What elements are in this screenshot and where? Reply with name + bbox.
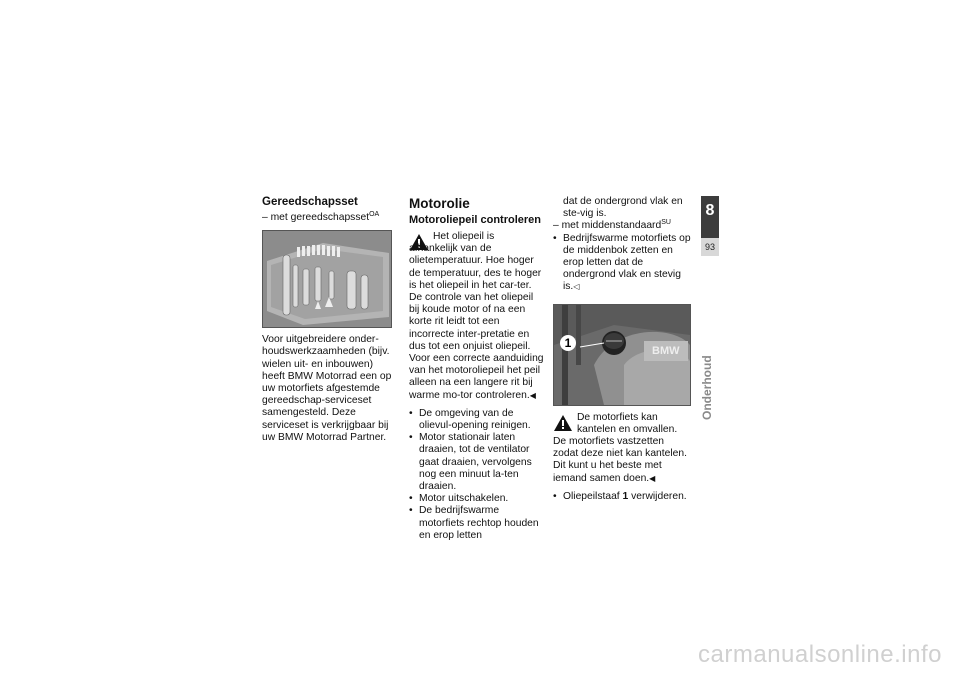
toolkit-dash-item: – met gereedschapsset$^{OA}$ <box>262 211 380 223</box>
column-2 <box>409 196 545 542</box>
chapter-tab <box>701 196 719 256</box>
section-title: Onderhoud <box>700 355 714 420</box>
check-oil-subheading: Motoroliepeil controleren <box>409 214 542 226</box>
toolkit-paragraph: Voor uitgebreidere onder-houdswerkzaamheden (bijv. wielen uit- en inbouwen) heeft BMW Motorrad een op uw motorfiets afgestemde gereedschap-serviceset samengesteld. Deze serviceset is verkrijgbaar bij uw BMW Motorrad Partner. <box>262 334 392 443</box>
page-number: 93 <box>701 238 719 256</box>
list-item: • De omgeving van de olievul-opening reinigen. <box>409 407 531 432</box>
list-item: • Motor stationair laten draaien, tot de ventilator gaat draaien, vervolgens nog een minuut la-ten draaien. <box>409 432 532 493</box>
warning-oil-text: Het oliepeil is afhankelijk van de olietemperatuur. Hoe hoger de temperatuur, des te hoger is het oliepeil in het car-ter. De controle van het oliepeil bij koude motor of na een korte rit leidt tot een incorrecte inter-pretatie en dus tot een onjuist oliepeil. <box>409 231 542 352</box>
warning-tipping: De motorfiets kan kantelen en omvallen. <box>553 412 691 436</box>
end-mark-icon: ◀ <box>529 390 536 400</box>
stand-dash-item: – met middenstandaard$^{SU}$ <box>553 219 671 232</box>
list-item: • Motor uitschakelen. <box>409 493 509 505</box>
end-mark-icon: ◀ <box>649 473 656 483</box>
toolkit-photo <box>262 230 392 328</box>
column-1 <box>262 196 392 444</box>
watermark: carmanualsonline.info <box>698 641 942 668</box>
warning-triangle-icon <box>553 414 573 432</box>
end-mark-open-icon: ◁ <box>573 282 580 292</box>
engine-oil-heading: Motorolie <box>409 196 470 211</box>
list-item: • Bedrijfswarme motorfiets op de middenbok zetten en erop letten dat de ondergrond vlak en stevig is.◁ <box>553 232 691 293</box>
continued-text: dat de ondergrond vlak en ste-vig is. <box>563 196 683 220</box>
toolkit-illustration <box>263 231 391 327</box>
bmw-lettering: BMW <box>652 344 680 357</box>
list-item: • De bedrijfswarme motorfiets rechtop houden en erop letten <box>409 505 539 541</box>
engine-photo <box>553 304 691 406</box>
list-item: • Oliepeilstaaf 1 verwijderen. <box>553 490 687 502</box>
warning-tipping-tail: De motorfiets vastzetten zodat deze niet kan kantelen. Dit kunt u het beste met iemand samen doen.◀ <box>553 436 687 484</box>
warning-oil-tail: Voor een correcte aanduiding van het motoroliepeil het peil alleen na een langere rit bij warme mo-tor controleren.◀ <box>409 353 544 401</box>
callout-1: 1 <box>560 335 576 351</box>
column-3 <box>553 196 691 503</box>
toolkit-heading: Gereedschapsset <box>262 196 358 208</box>
chapter-number: 8 <box>705 202 715 219</box>
